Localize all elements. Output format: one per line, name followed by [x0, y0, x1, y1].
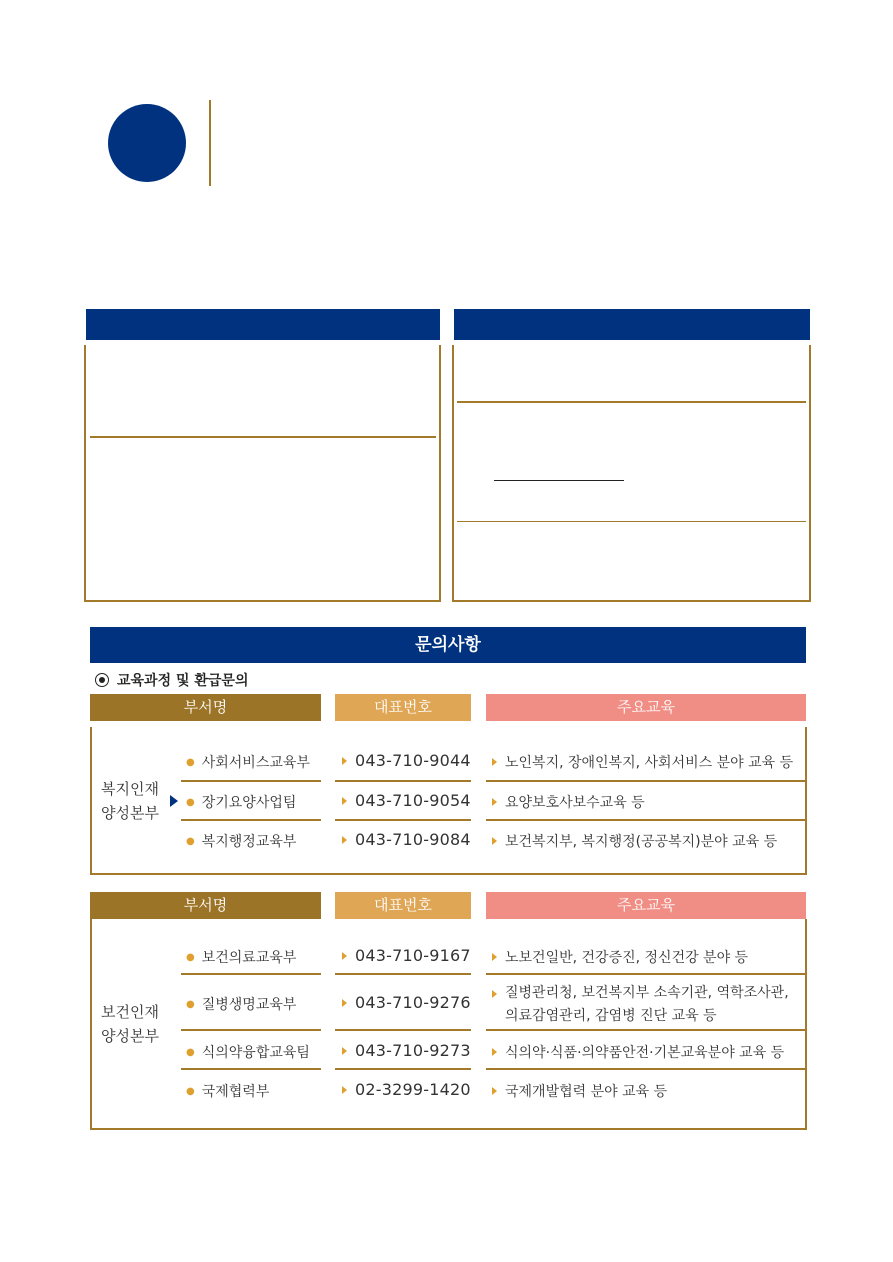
table-row-edu: 보건복지부, 복지행정(공공복지)분야 교육 등 [492, 831, 777, 851]
table-row-dept: ● 질병생명교육부 [186, 997, 297, 1013]
col-header-phone: 대표번호 [335, 892, 471, 919]
row-divider [486, 1068, 806, 1070]
row-divider [181, 780, 321, 782]
row-divider [335, 1068, 471, 1070]
table-row-edu: 노인복지, 장애인복지, 사회서비스 분야 교육 등 [492, 752, 793, 772]
section-label-text: 교육과정 및 환급문의 [117, 673, 249, 689]
row-divider [181, 973, 321, 975]
group-label-line1: 복지인재 [101, 780, 159, 798]
col-header-dept: 부서명 [90, 892, 321, 919]
table-row-edu: 요양보호사보수교육 등 [492, 792, 645, 812]
row-divider [335, 780, 471, 782]
row-divider [486, 780, 806, 782]
row-divider [335, 973, 471, 975]
group-label-welfare [90, 777, 170, 825]
table-row-phone: 043-710-9044 [342, 751, 471, 770]
table-row-dept: ● 식의약융합교육팀 [186, 1045, 310, 1061]
inquiry-banner: 문의사항 [90, 627, 806, 663]
group-label-line2: 양성본부 [101, 1027, 159, 1045]
right-box-header [454, 309, 810, 340]
left-box-header [86, 309, 440, 340]
row-divider [486, 1029, 806, 1031]
radio-bullet-icon [95, 673, 109, 687]
table-row-phone: 043-710-9167 [342, 946, 471, 965]
table-row-phone: 043-710-9273 [342, 1041, 471, 1060]
col-header-phone: 대표번호 [335, 694, 471, 721]
row-divider [181, 1068, 321, 1070]
group-label-health [90, 1000, 170, 1048]
table-row-phone: 043-710-9276 [342, 993, 471, 1012]
group-arrow-icon [170, 795, 178, 807]
right-box-divider-2 [457, 521, 806, 522]
table-row-edu: 노보건일반, 건강증진, 정신건강 분야 등 [492, 947, 748, 967]
title-divider [209, 100, 211, 186]
left-box [84, 345, 441, 602]
table-row-dept: ● 장기요양사업팀 [186, 795, 297, 811]
row-divider [181, 1029, 321, 1031]
table-row-dept: ● 복지행정교육부 [186, 834, 297, 850]
table-row-phone: 043-710-9054 [342, 791, 471, 810]
right-box-divider-1 [457, 401, 806, 403]
table-row-dept: ● 국제협력부 [186, 1084, 270, 1100]
group-label-line2: 양성본부 [101, 804, 159, 822]
table-row-phone: 043-710-9084 [342, 830, 471, 849]
table-row-edu: 국제개발협력 분야 교육 등 [492, 1081, 667, 1101]
left-box-divider [90, 436, 436, 438]
right-box [452, 345, 811, 602]
group-label-line1: 보건인재 [101, 1003, 159, 1021]
table-row-dept: ● 보건의료교육부 [186, 950, 297, 966]
row-divider [335, 1029, 471, 1031]
col-header-edu: 주요교육 [486, 892, 806, 919]
table-row-dept: ● 사회서비스교육부 [186, 755, 310, 771]
table-row-phone: 02-3299-1420 [342, 1080, 471, 1099]
col-header-edu: 주요교육 [486, 694, 806, 721]
col-header-dept: 부서명 [90, 694, 321, 721]
right-box-underline [494, 480, 624, 481]
section-number-circle [108, 104, 186, 182]
row-divider [486, 819, 806, 821]
row-divider [486, 973, 806, 975]
table-row-edu: 질병관리청, 보건복지부 소속기관, 역학조사관, 의료감염관리, 감염병 진단 교육 등 [492, 982, 797, 1028]
table-row-edu: 식의약·식품·의약품안전·기본교육분야 교육 등 [492, 1042, 784, 1062]
row-divider [181, 819, 321, 821]
section-label [95, 670, 248, 690]
row-divider [335, 819, 471, 821]
